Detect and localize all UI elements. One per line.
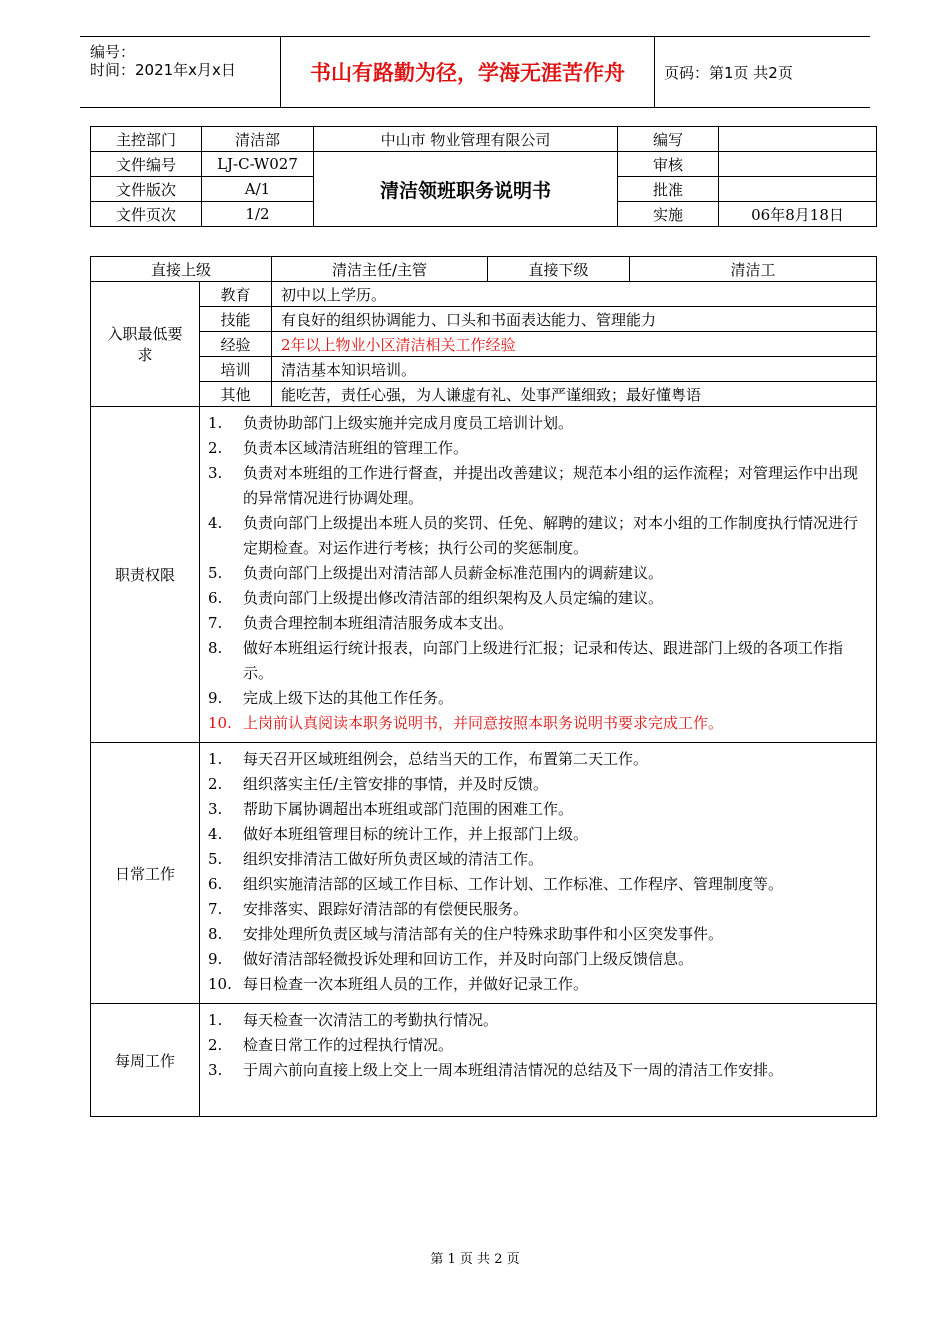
item-number: 4. (208, 514, 223, 532)
item-text: 做好本班组运行统计报表，向部门上级进行汇报；记录和传达、跟进部门上级的各项工作指示。 (243, 639, 844, 682)
subordinate-value: 清洁工 (630, 257, 877, 282)
impl-label: 实施 (618, 202, 719, 227)
list-item (208, 872, 866, 897)
item-text: 负责向部门上级提出对清洁部人员薪金标准范围内的调薪建议。 (243, 564, 664, 582)
docno-value: LJ-C-W027 (202, 152, 314, 177)
item-text: 负责向部门上级提出本班人员的奖罚、任免、解聘的建议；对本小组的工作制度执行情况进行定期检查。对运作进行考核；执行公司的奖惩制度。 (243, 514, 859, 557)
item-text: 做好清洁部轻微投诉处理和回访工作，并及时向部门上级反馈信息。 (243, 950, 694, 968)
item-number: 5. (208, 564, 223, 582)
requirements-label: 入职最低要求 (91, 282, 200, 407)
dept-value: 清洁部 (202, 127, 314, 152)
weekly-list (200, 1004, 876, 1089)
item-text: 于周六前向直接上级上交上一周本班组清洁情况的总结及下一周的清洁工作安排。 (243, 1061, 784, 1079)
item-text: 每天检查一次清洁工的考勤执行情况。 (243, 1011, 499, 1029)
item-text: 检查日常工作的过程执行情况。 (243, 1036, 454, 1054)
weekly-label: 每周工作 (91, 1004, 200, 1117)
version-value: A/1 (202, 177, 314, 202)
superior-value: 清洁主任/主管 (272, 257, 488, 282)
item-number: 5. (208, 850, 223, 868)
doc-info-table (90, 126, 877, 227)
approve-label: 批准 (618, 177, 719, 202)
item-number: 7. (208, 900, 223, 918)
duties-list (200, 407, 876, 742)
impl-value: 06年8月18日 (719, 202, 877, 227)
page-footer: 第 1 页 共 2 页 (430, 1252, 520, 1267)
list-item (208, 461, 866, 511)
subordinate-label: 直接下级 (488, 257, 630, 282)
item-number: 10. (208, 714, 232, 732)
req-label-education: 教育 (200, 282, 272, 307)
header-meta (80, 37, 280, 107)
company-name: 中山市 物业管理有限公司 (314, 127, 618, 152)
daily-label: 日常工作 (91, 743, 200, 1004)
req-value-experience: 2年以上物业小区清洁相关工作经验 (272, 332, 877, 357)
item-text: 负责对本班组的工作进行督查，并提出改善建议；规范本小组的运作流程；对管理运作中出现的异常情况进行协调处理。 (243, 464, 859, 507)
item-text: 上岗前认真阅读本职务说明书，并同意按照本职务说明书要求完成工作。 (243, 714, 724, 732)
write-value (719, 127, 877, 152)
superior-label: 直接上级 (91, 257, 272, 282)
item-number: 7. (208, 614, 223, 632)
req-label-training: 培训 (200, 357, 272, 382)
list-item (208, 747, 866, 772)
item-text: 安排落实、跟踪好清洁部的有偿便民服务。 (243, 900, 529, 918)
dept-label: 主控部门 (91, 127, 202, 152)
list-item (208, 711, 866, 736)
pages-label: 文件页次 (91, 202, 202, 227)
list-item (208, 1033, 866, 1058)
item-number: 1. (208, 1011, 223, 1029)
header-page-label: 页码：第1页 共2页 (664, 63, 793, 82)
list-item (208, 772, 866, 797)
item-number: 4. (208, 825, 223, 843)
list-item (208, 972, 866, 997)
item-text: 负责合理控制本班组清洁服务成本支出。 (243, 614, 514, 632)
job-description-table (90, 256, 877, 1117)
list-item (208, 561, 866, 586)
item-number: 2. (208, 1036, 223, 1054)
item-text: 安排处理所负责区域与清洁部有关的住户特殊求助事件和小区突发事件。 (243, 925, 724, 943)
req-value-other: 能吃苦，责任心强，为人谦虚有礼、处事严谨细致；最好懂粤语 (272, 382, 877, 407)
list-item (208, 797, 866, 822)
list-item (208, 511, 866, 561)
req-label-skills: 技能 (200, 307, 272, 332)
item-text: 完成上级下达的其他工作任务。 (243, 689, 454, 707)
list-item (208, 1008, 866, 1033)
item-number: 6. (208, 875, 223, 893)
weekly-cell (200, 1004, 877, 1117)
list-item (208, 947, 866, 972)
daily-cell (200, 743, 877, 1004)
list-item (208, 436, 866, 461)
item-text: 做好本班组管理目标的统计工作，并上报部门上级。 (243, 825, 589, 843)
daily-list (200, 743, 876, 1003)
item-number: 1. (208, 414, 223, 432)
req-value-skills: 有良好的组织协调能力、口头和书面表达能力、管理能力 (272, 307, 877, 332)
item-text: 负责向部门上级提出修改清洁部的组织架构及人员定编的建议。 (243, 589, 664, 607)
item-text: 每天召开区域班组例会，总结当天的工作，布置第二天工作。 (243, 750, 649, 768)
item-number: 2. (208, 775, 223, 793)
page-header (80, 36, 870, 108)
item-text: 负责本区域清洁班组的管理工作。 (243, 439, 469, 457)
item-text: 组织安排清洁工做好所负责区域的清洁工作。 (243, 850, 544, 868)
list-item (208, 922, 866, 947)
list-item (208, 1058, 866, 1083)
item-text: 组织实施清洁部的区域工作目标、工作计划、工作标准、工作程序、管理制度等。 (243, 875, 784, 893)
item-number: 8. (208, 639, 223, 657)
item-number: 6. (208, 589, 223, 607)
list-item (208, 411, 866, 436)
approve-value (719, 177, 877, 202)
item-number: 8. (208, 925, 223, 943)
req-label-experience: 经验 (200, 332, 272, 357)
duties-cell (200, 407, 877, 743)
req-label-other: 其他 (200, 382, 272, 407)
item-number: 10. (208, 975, 232, 993)
item-number: 9. (208, 950, 223, 968)
duties-label: 职责权限 (91, 407, 200, 743)
list-item (208, 586, 866, 611)
item-number: 3. (208, 1061, 223, 1079)
pages-value: 1/2 (202, 202, 314, 227)
doc-number-label: 编号： (90, 43, 136, 61)
req-value-education: 初中以上学历。 (272, 282, 877, 307)
review-value (719, 152, 877, 177)
version-label: 文件版次 (91, 177, 202, 202)
list-item (208, 847, 866, 872)
docno-label: 文件编号 (91, 152, 202, 177)
header-motto: 书山有路勤为径，学海无涯苦作舟 (280, 37, 655, 107)
item-text: 每日检查一次本班组人员的工作，并做好记录工作。 (243, 975, 589, 993)
item-number: 2. (208, 439, 223, 457)
item-number: 9. (208, 689, 223, 707)
review-label: 审核 (618, 152, 719, 177)
list-item (208, 686, 866, 711)
list-item (208, 897, 866, 922)
item-number: 1. (208, 750, 223, 768)
req-value-training: 清洁基本知识培训。 (272, 357, 877, 382)
list-item (208, 822, 866, 847)
list-item (208, 636, 866, 686)
doc-time-label: 时间：2021年x月x日 (90, 61, 236, 79)
doc-title: 清洁领班职务说明书 (314, 152, 618, 227)
write-label: 编写 (618, 127, 719, 152)
list-item (208, 611, 866, 636)
item-text: 帮助下属协调超出本班组或部门范围的困难工作。 (243, 800, 574, 818)
item-number: 3. (208, 464, 223, 482)
item-text: 组织落实主任/主管安排的事情，并及时反馈。 (243, 775, 549, 793)
item-number: 3. (208, 800, 223, 818)
item-text: 负责协助部门上级实施并完成月度员工培训计划。 (243, 414, 574, 432)
